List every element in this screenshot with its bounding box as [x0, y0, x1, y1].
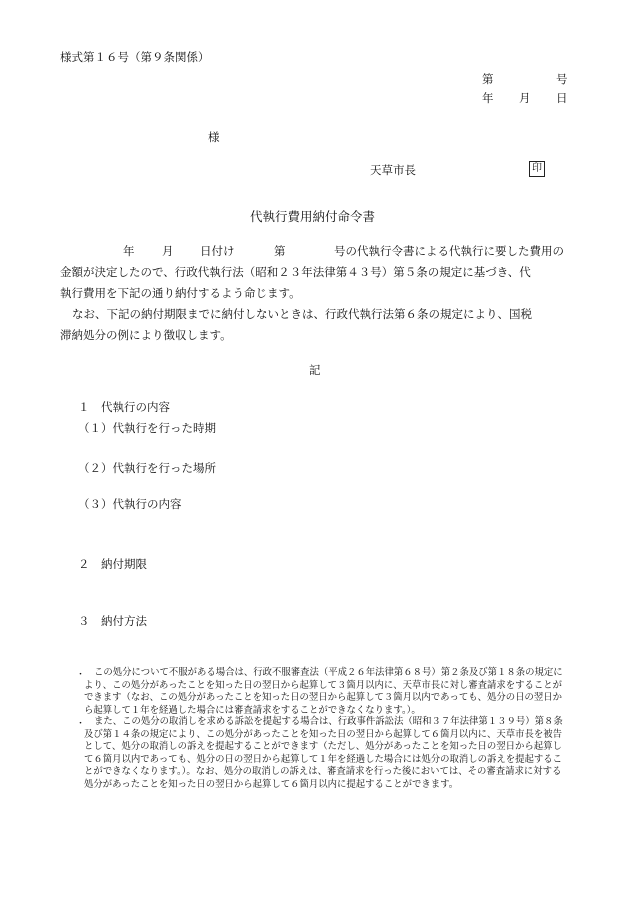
- ki-heading: 記: [309, 363, 321, 377]
- p2-line2: 滞納処分の例により徴収します。: [60, 328, 232, 342]
- note-2: また、この処分の取消しを求める訴訟を提起する場合は、行政事件訴訟法（昭和３７年法律第１３９号）第８条及び第１４条の規定により、この処分があったことを知った日の翌日から起算して６箇月以内に、天草市長を被告として、処分の取消しの訴えを提起することができます（ただし、処分があったことを知った日の翌日から起算して６箇月以内であっても、処分の日の翌日から起算して１年を経過した場合には処分の取消しの訴えを提起することができなくなります。）。なお、処分の取消しの訴えは、審査請求を行った後においては、その審査請求に対する処分があったことを知った日の翌日から起算して６箇月以内に提起することができます。: [84, 716, 563, 790]
- date-month: 月: [519, 91, 531, 105]
- doc-number-suffix: 号: [556, 72, 568, 86]
- p1-rest: 号の代執行令書による代執行に要した費用の: [334, 244, 564, 258]
- note-2-bullet: ・: [76, 719, 86, 729]
- addressee-suffix: 様: [208, 130, 220, 144]
- p1-month: 月: [162, 244, 174, 258]
- item-1: １ 代執行の内容: [78, 400, 170, 414]
- doc-number-prefix: 第: [482, 72, 494, 86]
- document-title: 代執行費用納付命令書: [250, 209, 376, 224]
- issuer: 天草市長: [370, 163, 416, 177]
- item-1-1: （１）代執行を行った時期: [78, 421, 216, 435]
- date-year: 年: [482, 91, 494, 105]
- p1-dai: 第: [274, 244, 286, 258]
- date-day: 日: [556, 91, 568, 105]
- item-2: ２ 納付期限: [78, 557, 147, 571]
- p1-line2: 金額が決定したので、行政代執行法（昭和２３年法律第４３号）第５条の規定に基づき、代: [60, 265, 531, 279]
- item-1-2: （２）代執行を行った場所: [78, 461, 216, 475]
- note-1: この処分について不服がある場合は、行政不服審査法（平成２６年法律第６８号）第２条及び第１８条の規定により、この処分があったことを知った日の翌日から起算して３箇月以内に、天草市長に対し審査請求をすることができます（なお、この処分があったことを知った日の翌日から起算して３箇月以内であっても、処分の日の翌日から起算して１年を経過した場合には審査請求をすることができなくなります。）。: [84, 667, 563, 716]
- note-1-bullet: ・: [76, 670, 86, 680]
- seal-mark: 印: [529, 161, 545, 177]
- p1-day: 日付け: [200, 244, 235, 258]
- p1-year: 年: [123, 244, 135, 258]
- item-3: ３ 納付方法: [78, 614, 147, 628]
- p2-line1: なお、下記の納付期限までに納付しないときは、行政代執行法第６条の規定により、国税: [72, 307, 532, 321]
- item-1-3: （３）代執行の内容: [78, 497, 182, 511]
- form-number: 様式第１６号（第９条関係）: [60, 50, 210, 64]
- p1-line3: 執行費用を下記の通り納付するよう命じます。: [60, 286, 301, 300]
